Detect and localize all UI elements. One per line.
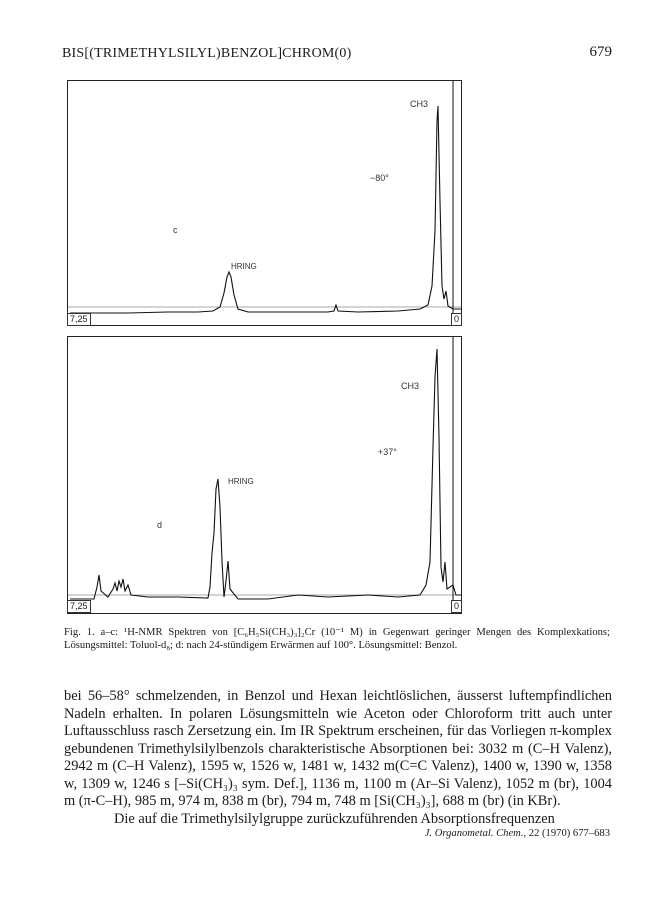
journal-citation: , 22 (1970) 677–683 [523,828,610,839]
ch3-label-d: CH3 [401,381,420,391]
paragraph-2: Die auf die Trimethylsilylgruppe zurückzuführenden Absorptionsfrequenzen [114,810,555,827]
spectrum-d-trace [68,337,461,613]
body-text [64,688,612,828]
ch3-label-c: CH3 [410,99,429,109]
journal-footer [425,828,610,839]
axis-right-c: 0 [451,313,462,326]
ring-label-c: HRING [231,262,257,271]
panel-label-c: c [173,225,178,235]
running-head: BIS[(TRIMETHYLSILYL)BENZOL]CHROM(0) [62,46,352,61]
temperature-label-c: −80° [370,173,389,183]
spectrum-c-trace [68,81,461,325]
journal-name: J. Organometal. Chem. [424,828,524,839]
axis-left-c: 7,25 [67,313,91,326]
temperature-label-d: +37° [378,447,397,457]
nmr-spectrum-c [67,80,462,326]
panel-label-d: d [157,520,163,530]
ring-label-d: HRING [228,477,254,486]
page-number: 679 [589,44,612,60]
figure-caption: Fig. 1. a–c: ¹H-NMR Spektren von [C₆H₅Si(CH₃)₃]₂Cr (10⁻¹ M) in Gegenwart geringer Mengen des Komplexkations; Lösungsmittel: Toluol-d₈; d: nach 24-stündigem Erwärmen auf 100°. Lösungsmittel: Benzol. [64,627,610,651]
nmr-spectrum-d [67,336,462,614]
axis-left-d: 7,25 [67,600,91,613]
paragraph-1: bei 56–58° schmelzenden, in Benzol und Hexan leichtlöslichen, äusserst luftempfindlichen Nadeln erhalten. In polaren Lösungsmitteln wie Aceton oder Chloroform tritt auch unter Luftausschluss rasch Zersetzung ein. Im IR Spektrum erscheinen, für das Vorliegen π-komplex gebundenen Trimethylsilylbenzols charakteristische Absorptionen bei: 3032 m (C–H Valenz), 2942 m (C–H Valenz), 1595 w, 1526 w, 1481 w, 1432 m(C=C Valenz), 1400 w, 1390 w, 1358 w, 1309 w, 1246 s [–Si(CH₃)₃ sym. Def.], 1136 m, 1100 m (Ar–Si Valenz), 1052 m (br), 1004 m (π-C–H), 985 m, 974 m, 838 m (br), 794 m, 748 m [Si(CH₃)₃], 688 m (br) (in KBr). [64,688,612,809]
axis-right-d: 0 [451,600,462,613]
